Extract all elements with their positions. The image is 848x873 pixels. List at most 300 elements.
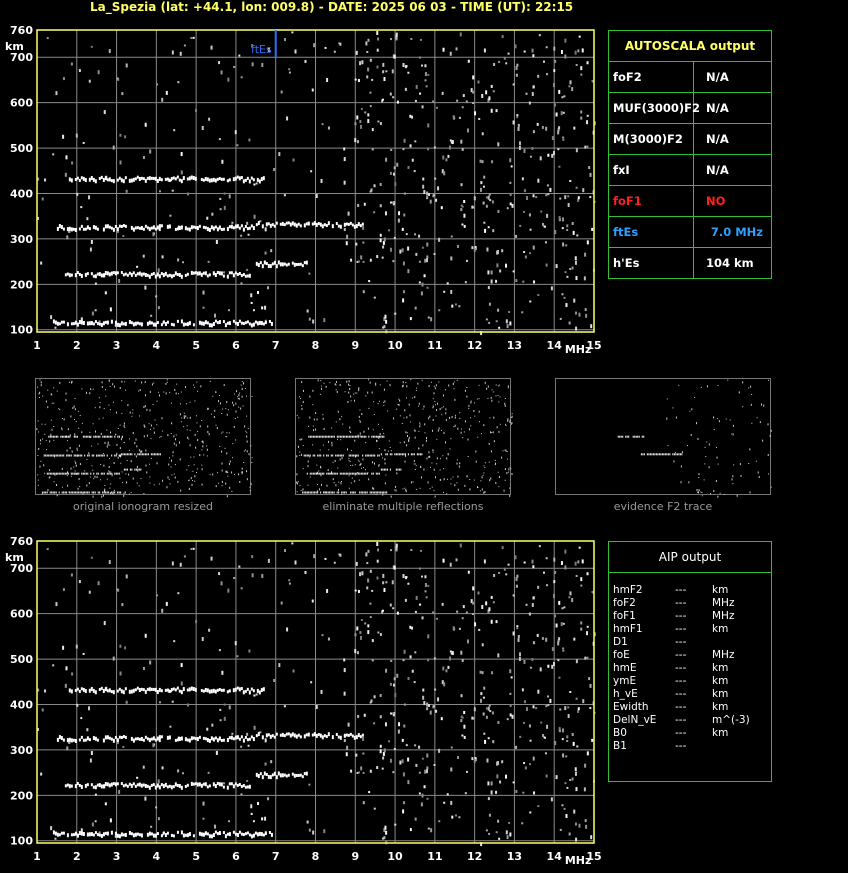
- trace-point: [121, 782, 123, 785]
- noise-point: [709, 443, 710, 445]
- noise-point: [546, 214, 548, 218]
- trace-point: [386, 491, 387, 493]
- noise-point: [405, 431, 406, 433]
- noise-point: [225, 448, 226, 449]
- trace-point: [219, 737, 221, 741]
- trace-point: [97, 833, 99, 836]
- trace-point: [356, 224, 358, 228]
- trace-point: [235, 833, 237, 836]
- trace-point: [316, 436, 317, 438]
- noise-point: [362, 753, 364, 755]
- noise-point: [91, 240, 93, 244]
- noise-point: [219, 395, 220, 396]
- noise-point: [115, 434, 116, 435]
- noise-point: [426, 766, 428, 769]
- trace-point: [89, 321, 91, 325]
- trace-point: [373, 473, 374, 475]
- noise-point: [390, 549, 392, 551]
- aip-key: D1: [613, 636, 628, 648]
- trace-point: [63, 321, 65, 324]
- noise-point: [77, 448, 78, 450]
- noise-point: [432, 611, 434, 613]
- trace-point: [353, 491, 354, 493]
- noise-point: [354, 122, 356, 125]
- noise-point: [507, 207, 509, 209]
- noise-point: [404, 704, 406, 706]
- noise-point: [107, 479, 108, 480]
- trace-point: [141, 784, 143, 788]
- noise-point: [349, 380, 350, 382]
- noise-point: [501, 249, 503, 252]
- noise-point: [124, 422, 125, 424]
- noise-point: [480, 480, 481, 481]
- noise-point: [238, 394, 239, 396]
- noise-point: [551, 797, 553, 801]
- trace-point: [223, 689, 225, 692]
- noise-point: [120, 447, 121, 449]
- trace-point: [104, 491, 105, 493]
- noise-point: [284, 194, 286, 196]
- noise-point: [312, 89, 314, 92]
- trace-point: [201, 178, 203, 181]
- noise-point: [529, 724, 531, 727]
- noise-point: [757, 417, 758, 418]
- noise-point: [212, 474, 213, 476]
- trace-point: [167, 178, 169, 181]
- noise-point: [145, 634, 147, 638]
- trace-point: [63, 228, 65, 231]
- noise-point: [450, 140, 452, 142]
- trace-point: [169, 735, 171, 739]
- trace-point: [161, 323, 163, 326]
- noise-point: [410, 38, 412, 40]
- noise-point: [145, 123, 147, 127]
- noise-point: [384, 237, 386, 241]
- noise-point: [491, 790, 493, 794]
- autoscala-value: 7.0 MHz: [710, 225, 763, 239]
- noise-point: [42, 197, 44, 200]
- noise-point: [491, 596, 493, 599]
- trace-point: [69, 784, 71, 788]
- noise-point: [580, 628, 582, 631]
- noise-point: [419, 57, 421, 59]
- noise-point: [488, 322, 490, 324]
- trace-point: [130, 453, 131, 455]
- noise-point: [506, 830, 508, 834]
- noise-point: [454, 399, 455, 401]
- noise-point: [689, 411, 690, 412]
- trace-point: [81, 473, 82, 475]
- trace-point: [83, 739, 85, 742]
- noise-point: [494, 440, 495, 442]
- trace-point: [648, 453, 649, 455]
- noise-point: [675, 452, 676, 453]
- noise-point: [187, 703, 189, 706]
- trace-point: [183, 687, 185, 691]
- noise-point: [376, 255, 378, 258]
- trace-point: [51, 436, 52, 438]
- noise-point: [732, 475, 733, 477]
- noise-point: [713, 416, 714, 418]
- trace-point: [111, 272, 113, 276]
- trace-point: [207, 227, 209, 231]
- noise-point: [364, 111, 366, 113]
- trace-point: [237, 176, 239, 179]
- noise-point: [365, 469, 366, 470]
- trace-point: [149, 176, 151, 180]
- noise-point: [394, 677, 396, 680]
- trace-point: [121, 271, 123, 274]
- noise-point: [361, 619, 363, 621]
- trace-point: [98, 436, 99, 438]
- noise-point: [507, 451, 508, 452]
- noise-point: [374, 414, 375, 415]
- noise-point: [496, 831, 498, 833]
- trace-point: [217, 832, 219, 835]
- noise-point: [52, 153, 54, 155]
- noise-point: [422, 105, 424, 108]
- noise-point: [508, 468, 509, 470]
- noise-point: [508, 385, 509, 386]
- trace-point: [175, 228, 177, 231]
- trace-point: [135, 688, 137, 691]
- noise-point: [40, 461, 41, 462]
- trace-point: [128, 453, 129, 455]
- noise-point: [559, 198, 561, 200]
- noise-point: [337, 391, 338, 393]
- trace-point: [390, 453, 391, 455]
- trace-point: [165, 689, 167, 692]
- noise-point: [521, 822, 523, 824]
- trace-point: [418, 453, 419, 455]
- noise-point: [479, 385, 480, 386]
- noise-point: [221, 70, 223, 74]
- noise-point: [423, 469, 424, 471]
- trace-point: [319, 436, 320, 438]
- noise-point: [509, 693, 511, 695]
- noise-point: [339, 554, 341, 557]
- noise-point: [109, 560, 111, 564]
- trace-point: [177, 176, 179, 179]
- noise-point: [372, 659, 374, 661]
- noise-point: [553, 662, 555, 666]
- trace-point: [209, 690, 211, 694]
- noise-point: [348, 384, 349, 386]
- noise-point: [361, 571, 363, 575]
- trace-point: [157, 737, 159, 741]
- trace-point: [59, 455, 60, 457]
- noise-point: [535, 707, 537, 709]
- noise-point: [175, 464, 176, 465]
- noise-point: [240, 746, 242, 748]
- noise-point: [489, 417, 490, 418]
- noise-point: [479, 398, 480, 399]
- noise-point: [171, 433, 172, 434]
- noise-point: [38, 431, 39, 432]
- noise-point: [137, 471, 138, 472]
- noise-point: [363, 261, 365, 263]
- noise-point: [171, 422, 172, 424]
- trace-point: [93, 275, 95, 278]
- trace-point: [243, 833, 245, 836]
- trace-point: [114, 455, 115, 457]
- noise-point: [530, 740, 532, 742]
- aip-dash: ---: [675, 649, 687, 661]
- noise-point: [395, 486, 396, 488]
- trace-point: [272, 773, 274, 776]
- trace-point: [105, 735, 107, 739]
- noise-point: [75, 471, 76, 472]
- noise-point: [396, 544, 398, 548]
- noise-point: [108, 443, 109, 445]
- trace-point: [675, 453, 676, 455]
- noise-point: [149, 423, 150, 424]
- trace-point: [268, 264, 270, 268]
- noise-point: [166, 392, 167, 394]
- noise-point: [393, 417, 394, 419]
- noise-point: [435, 710, 437, 713]
- noise-point: [468, 438, 469, 440]
- noise-point: [239, 481, 240, 483]
- noise-point: [110, 431, 111, 433]
- trace-point: [269, 831, 271, 834]
- noise-point: [250, 804, 252, 808]
- noise-point: [308, 426, 309, 427]
- trace-point: [329, 436, 330, 438]
- trace-point: [137, 453, 138, 455]
- trace-point: [143, 228, 145, 231]
- trace-point: [374, 436, 375, 438]
- thumbnail-original: [35, 378, 251, 495]
- trace-point: [187, 784, 189, 787]
- trace-point: [137, 469, 138, 471]
- noise-point: [390, 172, 392, 175]
- trace-point: [245, 321, 247, 324]
- noise-point: [149, 409, 150, 411]
- noise-point: [170, 483, 171, 484]
- trace-point: [316, 223, 318, 227]
- noise-point: [428, 481, 429, 483]
- noise-point: [586, 120, 588, 124]
- noise-point: [451, 746, 453, 748]
- noise-point: [354, 649, 356, 653]
- aip-key: ymE: [613, 675, 637, 687]
- noise-point: [65, 399, 66, 401]
- noise-point: [145, 450, 146, 452]
- noise-point: [466, 611, 468, 613]
- noise-point: [143, 255, 145, 258]
- trace-point: [107, 321, 109, 325]
- noise-point: [203, 291, 205, 295]
- trace-point: [382, 436, 383, 438]
- x-tick-label: 5: [192, 850, 200, 863]
- noise-point: [79, 486, 80, 487]
- trace-point: [644, 453, 645, 455]
- trace-point: [133, 782, 135, 785]
- noise-point: [392, 580, 394, 584]
- noise-point: [101, 496, 102, 498]
- trace-point: [107, 178, 109, 181]
- trace-point: [370, 455, 371, 457]
- noise-point: [358, 771, 360, 773]
- noise-point: [457, 245, 459, 248]
- autoscala-value: N/A: [706, 163, 729, 177]
- noise-point: [730, 419, 731, 420]
- trace-point: [399, 469, 400, 471]
- noise-point: [585, 825, 587, 829]
- trace-point: [115, 225, 117, 228]
- noise-point: [450, 767, 452, 771]
- trace-point: [137, 687, 139, 690]
- noise-point: [376, 494, 377, 495]
- trace-point: [81, 225, 83, 228]
- noise-point: [383, 433, 384, 434]
- noise-point: [261, 63, 263, 67]
- noise-point: [522, 281, 524, 283]
- noise-point: [221, 581, 223, 585]
- y-axis-label: km: [5, 40, 24, 53]
- noise-point: [385, 211, 387, 215]
- trace-point: [131, 453, 132, 455]
- trace-point: [80, 455, 81, 457]
- noise-point: [55, 602, 57, 606]
- noise-point: [551, 154, 553, 158]
- trace-point: [155, 786, 157, 790]
- trace-point: [125, 784, 127, 787]
- trace-point: [367, 455, 368, 457]
- noise-point: [457, 459, 458, 460]
- trace-point: [326, 491, 327, 493]
- trace-point: [332, 436, 333, 438]
- trace-point: [280, 223, 282, 226]
- noise-point: [491, 620, 493, 624]
- noise-point: [409, 404, 410, 406]
- trace-point: [379, 436, 380, 438]
- trace-point: [85, 273, 87, 277]
- trace-point: [233, 273, 235, 277]
- trace-point: [151, 832, 153, 835]
- trace-point: [157, 832, 159, 835]
- noise-point: [364, 203, 366, 206]
- noise-point: [373, 429, 374, 430]
- noise-point: [88, 706, 90, 710]
- noise-point: [717, 385, 718, 386]
- noise-point: [225, 436, 226, 437]
- noise-point: [149, 150, 151, 154]
- trace-point: [365, 473, 366, 475]
- noise-point: [135, 381, 136, 382]
- noise-point: [563, 623, 565, 625]
- noise-point: [529, 300, 531, 302]
- noise-point: [44, 689, 46, 692]
- trace-point: [334, 436, 335, 438]
- noise-point: [237, 396, 238, 397]
- noise-point: [582, 48, 584, 52]
- noise-point: [156, 83, 158, 85]
- trace-point: [376, 473, 377, 475]
- noise-point: [110, 483, 111, 484]
- noise-point: [421, 576, 423, 578]
- noise-point: [564, 195, 566, 199]
- trace-point: [110, 436, 111, 438]
- trace-point: [50, 436, 51, 438]
- noise-point: [109, 49, 111, 53]
- trace-point: [647, 453, 648, 455]
- noise-point: [127, 404, 128, 406]
- noise-point: [348, 458, 349, 459]
- trace-point: [231, 782, 233, 785]
- trace-point: [97, 273, 99, 276]
- noise-point: [488, 797, 490, 800]
- noise-point: [568, 714, 570, 718]
- trace-point: [294, 263, 296, 267]
- noise-point: [436, 618, 438, 620]
- trace-point: [368, 455, 369, 457]
- noise-point: [374, 184, 376, 187]
- noise-point: [380, 633, 382, 636]
- noise-point: [180, 403, 181, 404]
- noise-point: [768, 454, 769, 456]
- noise-point: [405, 88, 407, 91]
- noise-point: [515, 555, 517, 559]
- trace-point: [93, 736, 95, 740]
- noise-point: [367, 624, 369, 627]
- noise-point: [180, 52, 182, 56]
- noise-point: [335, 484, 336, 486]
- trace-point: [211, 178, 213, 182]
- noise-point: [531, 147, 533, 150]
- noise-point: [341, 481, 342, 482]
- noise-point: [461, 694, 463, 697]
- noise-point: [495, 460, 496, 461]
- noise-point: [355, 393, 356, 394]
- trace-point: [165, 272, 167, 276]
- noise-point: [498, 572, 500, 574]
- noise-point: [309, 456, 310, 457]
- trace-point: [304, 491, 305, 493]
- noise-point: [523, 211, 525, 213]
- noise-point: [465, 792, 467, 794]
- noise-point: [576, 659, 578, 663]
- noise-point: [561, 111, 563, 115]
- noise-point: [113, 146, 115, 150]
- noise-point: [359, 416, 360, 418]
- trace-point: [255, 321, 257, 324]
- noise-point: [549, 188, 551, 192]
- noise-point: [366, 51, 368, 53]
- noise-point: [367, 578, 369, 582]
- trace-point: [201, 273, 203, 277]
- trace-point: [233, 177, 235, 181]
- thumbnail-eliminate: [295, 378, 511, 495]
- noise-point: [301, 454, 302, 456]
- noise-point: [565, 755, 567, 757]
- noise-point: [488, 286, 490, 289]
- noise-point: [256, 182, 258, 184]
- trace-point: [249, 179, 251, 183]
- x-tick-label: 5: [192, 339, 200, 352]
- noise-point: [218, 572, 220, 575]
- noise-point: [301, 381, 302, 383]
- y-tick-label: 400: [10, 187, 33, 201]
- noise-point: [440, 408, 441, 410]
- trace-point: [83, 228, 85, 231]
- noise-point: [190, 430, 191, 431]
- noise-point: [171, 403, 172, 404]
- trace-point: [371, 436, 372, 438]
- trace-point: [96, 473, 97, 475]
- noise-point: [182, 772, 184, 774]
